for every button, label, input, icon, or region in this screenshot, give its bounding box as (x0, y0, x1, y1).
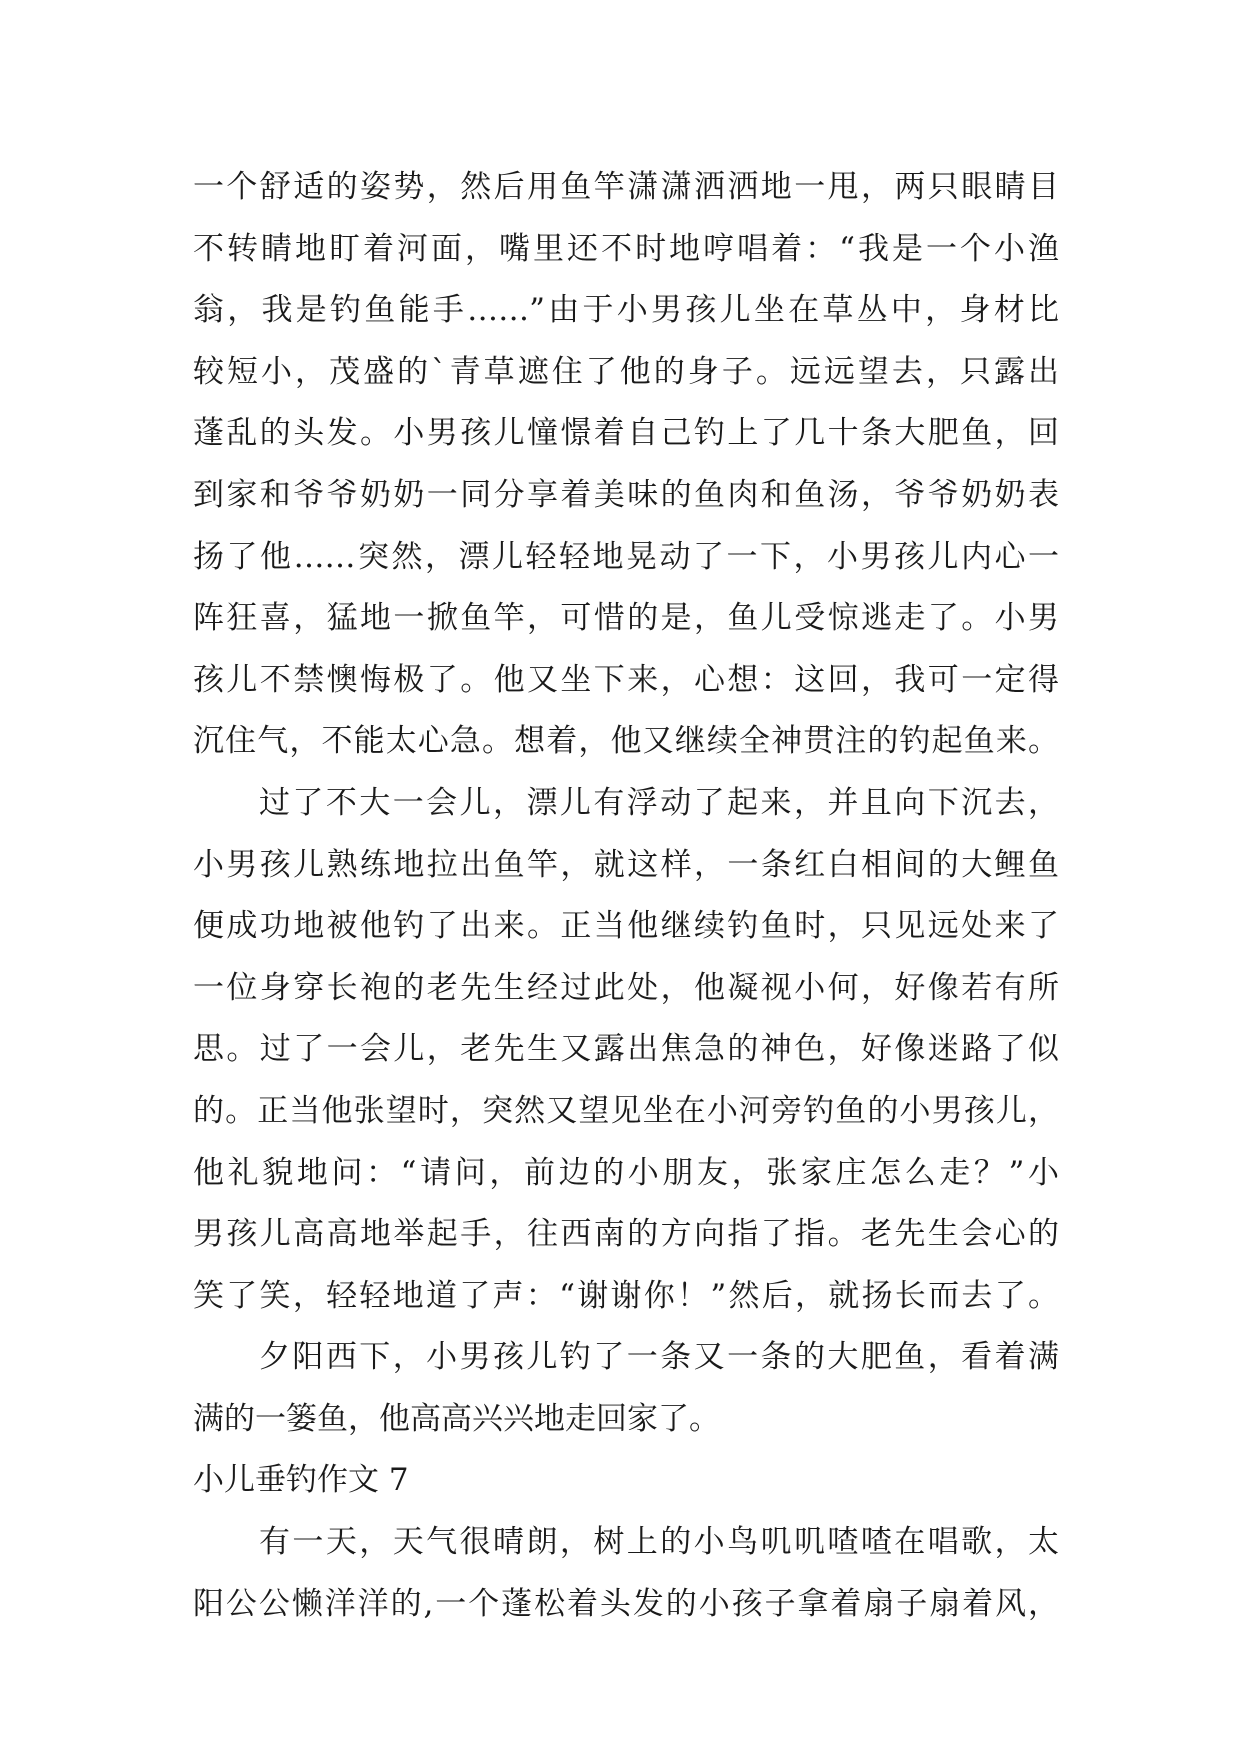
text-line: 一位身穿长袍的老先生经过此处，他凝视小何，好像若有所 (193, 969, 1059, 1006)
text-line: 沉住气，不能太心急。想着，他又继续全神贯注的钓起鱼来。 (193, 723, 1059, 760)
text-line: 蓬乱的头发。小男孩儿憧憬着自己钓上了几十条大肥鱼，回 (193, 415, 1059, 452)
text-line: 便成功地被他钓了出来。正当他继续钓鱼时，只见远处来了 (193, 908, 1059, 945)
text-line: 孩儿不禁懊悔极了。他又坐下来，心想：这回，我可一定得 (193, 661, 1059, 698)
text-line: 扬了他……突然，漂儿轻轻地晃动了一下，小男孩儿内心一 (193, 538, 1059, 575)
text-line: 笑了笑，轻轻地道了声：“谢谢你！”然后，就扬长而去了。 (193, 1277, 1059, 1314)
paragraph-start-line: 有一天，天气很晴朗，树上的小鸟叽叽喳喳在唱歌，太 (259, 1524, 1059, 1561)
text-line: 思。过了一会儿，老先生又露出焦急的神色，好像迷路了似 (193, 1031, 1059, 1068)
text-line: 他礼貌地问：“请问，前边的小朋友，张家庄怎么走？”小 (193, 1154, 1059, 1191)
document-body (193, 157, 1059, 1635)
text-line: 阳公公懒洋洋的,一个蓬松着头发的小孩子拿着扇子扇着风， (193, 1585, 1059, 1622)
text-line: 小男孩儿熟练地拉出鱼竿，就这样，一条红白相间的大鲤鱼 (193, 846, 1059, 883)
text-line: 不转睛地盯着河面，嘴里还不时地哼唱着：“我是一个小渔 (193, 230, 1059, 267)
text-line: 一个舒适的姿势，然后用鱼竿潇潇洒洒地一甩，两只眼睛目 (193, 169, 1059, 205)
text-line: 到家和爷爷奶奶一同分享着美味的鱼肉和鱼汤，爷爷奶奶表 (193, 476, 1059, 513)
text-line: 的。正当他张望时，突然又望见坐在小河旁钓鱼的小男孩儿， (193, 1092, 1059, 1129)
text-line: 阵狂喜，猛地一掀鱼竿，可惜的是，鱼儿受惊逃走了。小男 (193, 600, 1059, 637)
text-line: 翁，我是钓鱼能手……”由于小男孩儿坐在草丛中，身材比 (193, 292, 1059, 329)
paragraph-start-line: 过了不大一会儿，漂儿有浮动了起来，并且向下沉去， (259, 784, 1059, 821)
text-line: 男孩儿高高地举起手，往西南的方向指了指。老先生会心的 (193, 1216, 1059, 1253)
section-heading: 小儿垂钓作文 7 (193, 1462, 409, 1499)
text-line: 较短小，茂盛的`青草遮住了他的身子。远远望去，只露出 (193, 353, 1059, 390)
paragraph-end-line: 满的一篓鱼，他高高兴兴地走回家了。 (193, 1400, 720, 1437)
paragraph-start-line: 夕阳西下，小男孩儿钓了一条又一条的大肥鱼，看着满 (259, 1339, 1059, 1376)
